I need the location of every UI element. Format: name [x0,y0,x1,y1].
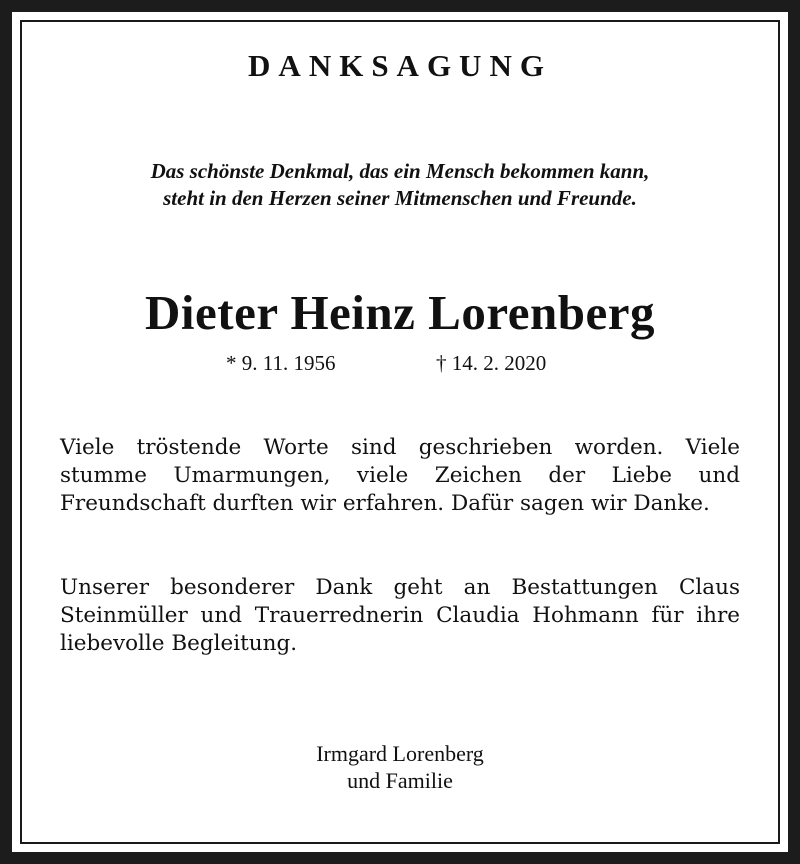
signature-line-2: und Familie [347,768,453,793]
signature [12,740,788,794]
signature-line-1: Irmgard Lorenberg [316,741,484,766]
deceased-name: Dieter Heinz Lorenberg [145,285,655,340]
obituary-card [12,12,788,852]
thanks-paragraph-2: Unserer besonderer Dank geht an Bestattungen Claus Steinmüller und Trauerrednerin Claudia Hohmann für ihre liebevolle Begleitung. [60,575,740,656]
motto-quote [12,158,788,212]
death-date: † 14. 2. 2020 [436,351,547,375]
notice-title: DANKSAGUNG [248,48,552,83]
card-border [20,20,780,844]
birth-date: * 9. 11. 1956 [226,351,336,375]
motto-line-1: Das schönste Denkmal, das ein Mensch bekommen kann, [150,159,650,183]
motto-line-2: steht in den Herzen seiner Mitmenschen und Freunde. [163,186,637,210]
thanks-paragraph-1: Viele tröstende Worte sind geschrieben worden. Viele stumme Umarmungen, viele Zeichen der Liebe und Freundschaft durften wir erfahren. Dafür sagen wir Danke. [60,435,740,516]
